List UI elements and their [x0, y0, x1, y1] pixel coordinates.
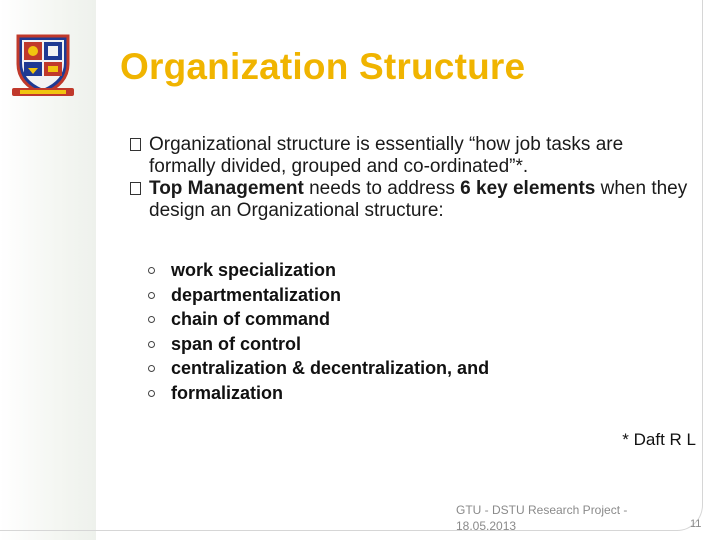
circle-bullet-icon — [148, 316, 155, 323]
slide-title: Organization Structure — [120, 46, 526, 87]
citation: * Daft R L — [622, 430, 696, 449]
list-item: chain of command — [148, 307, 489, 332]
list-item: work specialization — [148, 258, 489, 283]
page-number: 11 — [690, 518, 702, 530]
bullet-text: when they design an Organizational structure: — [149, 178, 688, 221]
university-crest-icon — [10, 26, 76, 98]
bullet-text: needs to address — [303, 178, 461, 199]
bullet-item — [130, 134, 690, 178]
circle-bullet-icon — [148, 365, 155, 372]
square-bullet-icon — [130, 138, 141, 151]
square-bullet-icon — [130, 182, 141, 195]
circle-bullet-icon — [148, 341, 155, 348]
key-elements-list — [148, 258, 489, 406]
circle-bullet-icon — [148, 267, 155, 274]
circle-bullet-icon — [148, 390, 155, 397]
bullet-emphasis: Top Management — [149, 178, 304, 199]
bullet-text: Organizational structure is essentially “how job tasks are formally divided, grouped and co-ordinated”*. — [149, 134, 624, 177]
bullet-item — [130, 178, 690, 222]
list-item: centralization & decentralization, and — [148, 356, 489, 381]
bullet-emphasis: 6 key elements — [460, 178, 596, 199]
bullet-list — [130, 134, 690, 222]
circle-bullet-icon — [148, 292, 155, 299]
list-item: formalization — [148, 381, 489, 406]
list-item: departmentalization — [148, 283, 489, 308]
list-item: span of control — [148, 332, 489, 357]
footer-line: GTU - DSTU Research Project - — [456, 503, 628, 517]
footer-date: 18.05.2013 — [456, 519, 517, 533]
footer-text — [456, 502, 627, 534]
